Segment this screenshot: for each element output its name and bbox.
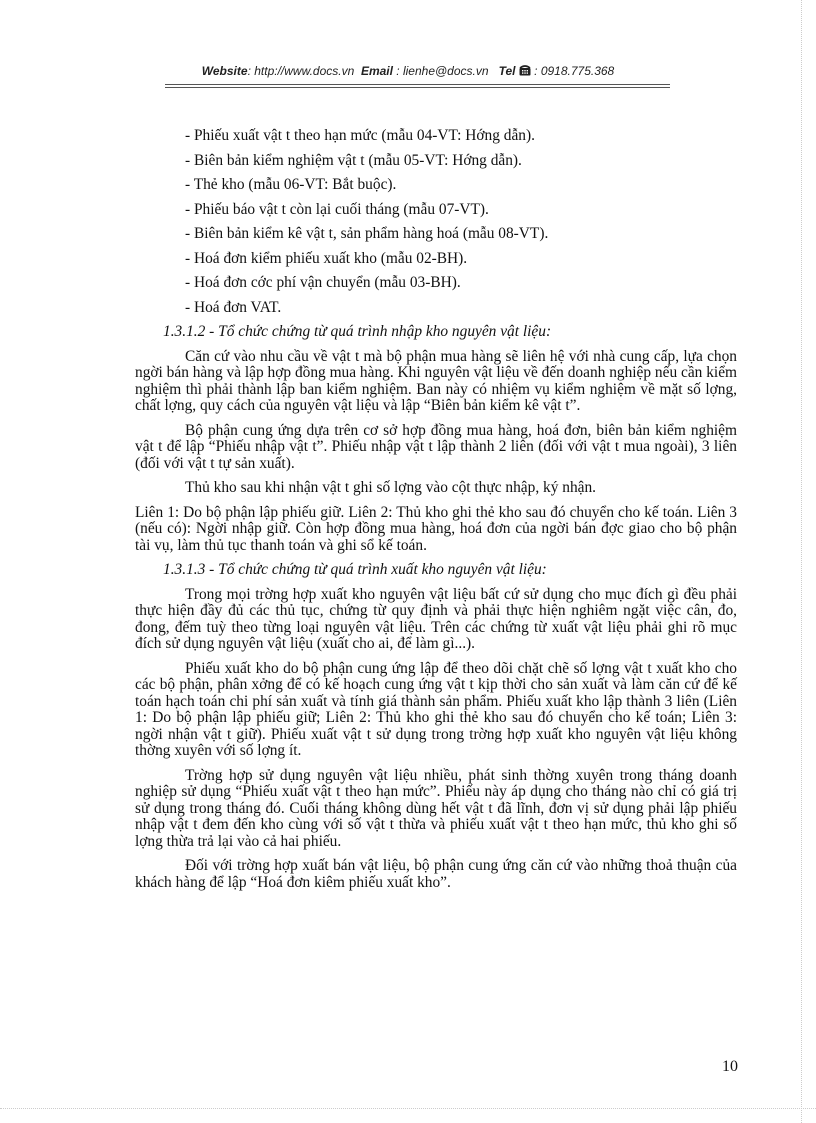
page-header	[0, 64, 816, 78]
paragraph: Trong mọi trờng hợp xuất kho nguyên vật liệu bất cứ sử dụng cho mục đích gì đều phải thực hiện đầy đủ các thủ tục, chứng từ quy định và phải thực hiện nghiêm ngặt việc cân, đo, đong, đếm tuỳ theo từng loại nguyên vật liệu. Trên các chứng từ xuất vật liệu phải ghi rõ mục đích sử dụng nguyên vật liệu (xuất cho ai, để làm gì...).	[135, 585, 737, 652]
page-content	[135, 128, 737, 899]
paragraph: Đối với trờng hợp xuất bán vật liệu, bộ phận cung ứng căn cứ vào những thoả thuận của khách hàng để lập “Hoá đơn kiêm phiếu xuất kho”.	[135, 857, 737, 891]
tel-label: Tel	[498, 64, 516, 78]
page-number: 10	[722, 1058, 738, 1075]
paragraph: Bộ phận cung ứng dựa trên cơ sở hợp đồng mua hàng, hoá đơn, biên bản kiểm nghiệm vật t để lập “Phiếu nhập vật t”. Phiếu nhập vật t lập thành 2 liên (đối với vật t mua ngoài), 3 liên (đối với vật t tự sản xuất).	[135, 421, 737, 472]
phone-icon	[519, 64, 534, 78]
list-item: - Biên bản kiểm kê vật t, sản phẩm hàng hoá (mẫu 08-VT).	[185, 225, 549, 242]
email-label: Email	[360, 64, 393, 78]
list-item: - Phiếu báo vật t còn lại cuối tháng (mẫu 07-VT).	[185, 200, 489, 218]
section-heading-import: 1.3.1.2 - Tổ chức chứng từ quá trình nhập kho nguyên vật liệu:	[163, 323, 552, 340]
paragraph: Trờng hợp sử dụng nguyên vật liệu nhiều, phát sinh thờng xuyên trong tháng doanh nghiệp sử dụng “Phiếu xuất vật t theo hạn mức”. Phiếu này áp dụng cho tháng nào chỉ có giá trị sử dụng trong tháng đó. Cuối tháng không dùng hết vật t đã lĩnh, đơn vị sử dụng phải lập phiếu nhập vật t đem đến kho cùng với số vật t thừa và phiếu xuất vật t theo hạn mức, thủ kho ghi số lợng thừa trả lại vào cả hai phiếu.	[135, 766, 737, 850]
paragraph: Thủ kho sau khi nhận vật t ghi số lợng vào cột thực nhập, ký nhận.	[185, 479, 597, 496]
paragraph: Liên 1: Do bộ phận lập phiếu giữ. Liên 2: Thủ kho ghi thẻ kho sau đó chuyển cho kế toán. Liên 3 (nếu có): Ngời nhập giữ. Còn hợp đồng mua hàng, hoá đơn của ngời bán đợc giao cho bộ phận tài vụ, làm thủ tục thanh toán và ghi sổ kế toán.	[135, 503, 737, 554]
list-item: - Thẻ kho (mẫu 06-VT: Bắt buộc).	[185, 176, 397, 193]
header-rule	[165, 84, 670, 88]
paragraph: Phiếu xuất kho do bộ phận cung ứng lập để theo dõi chặt chẽ số lợng vật t xuất kho cho các bộ phận, phân xởng để có kế hoạch cung ứng vật t kịp thời cho sản xuất và làm căn cứ để kế toán hạch toán chi phí sản xuất và tính giá thành sản phẩm. Phiếu xuất kho lập thành 3 liên (Liên 1: Do bộ phận lập phiếu giữ; Liên 2: Thủ kho ghi thẻ kho sau đó chuyển cho kế toán; Liên 3: ngời nhận vật t giữ). Phiếu xuất vật t sử dụng trong trờng hợp xuất kho nguyên vật liệu không thờng xuyên với số lợng ít.	[135, 659, 737, 759]
list-item: - Biên bản kiểm nghiệm vật t (mẫu 05-VT: Hớng dẫn).	[185, 151, 522, 169]
website-label: Website	[201, 64, 248, 78]
list-item: - Phiếu xuất vật t theo hạn mức (mẫu 04-VT: Hớng dẫn).	[185, 127, 535, 144]
email-address[interactable]: : lienhe@docs.vn	[392, 64, 489, 78]
page-border-bottom	[0, 1108, 816, 1109]
website-url[interactable]: : http://www.docs.vn	[247, 64, 355, 78]
paragraph: Căn cứ vào nhu cầu về vật t mà bộ phận mua hàng sẽ liên hệ với nhà cung cấp, lựa chọn ngời bán hàng và lập hợp đồng mua hàng. Khi nguyên vật liệu về đến doanh nghiệp nếu cần kiểm nghiệm thì phải thành lập ban kiểm nghiệm. Ban này có nhiệm vụ kiểm nghiệm về mặt số lợng, chất lợng, quy cách của nguyên vật liệu và lập “Biên bản kiểm kê vật t”.	[135, 347, 737, 414]
page-border-right	[801, 0, 802, 1123]
list-item: - Hoá đơn VAT.	[185, 298, 282, 316]
list-item: - Hoá đơn kiểm phiếu xuất kho (mẫu 02-BH).	[185, 249, 468, 267]
list-item: - Hoá đơn cớc phí vận chuyển (mẫu 03-BH).	[185, 274, 461, 291]
tel-number: : 0918.775.368	[534, 64, 615, 78]
section-heading-export: 1.3.1.3 - Tổ chức chứng từ quá trình xuất kho nguyên vật liệu:	[163, 561, 547, 578]
